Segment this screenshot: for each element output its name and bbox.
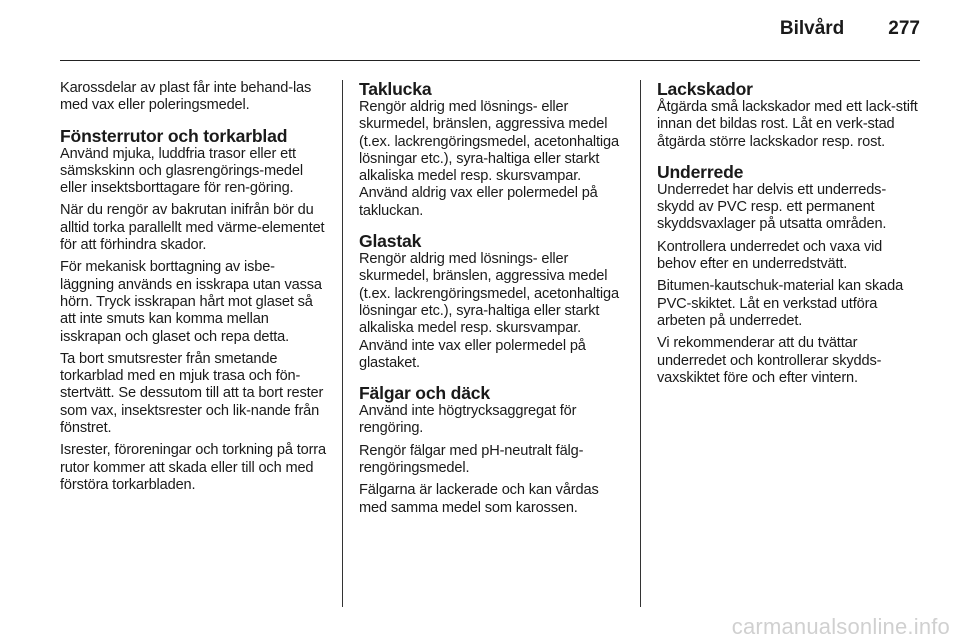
paragraph: Kontrollera underredet och vaxa vid behov efter en underredstvätt. [657,238,883,273]
section-heading: Fönsterrutor och torkarblad [60,125,288,146]
chapter-title: Bilvård [779,18,845,39]
paragraph: Åtgärda små lackskador med ett lack-stift innan det bildas rost. Låt en verk-stad åtgärda större lackskador resp. rost. [657,99,918,150]
column-divider-1 [342,80,343,607]
page-number: 277 [888,18,920,39]
paragraph: När du rengör av bakrutan inifrån bör du alltid torka parallellt med värme-elementet för att förhindra skador. [60,202,325,254]
section-intro [60,80,326,115]
text-column-1 [60,80,326,506]
section-sunroof [359,80,625,220]
paragraph: Använd inte högtrycksaggregat för rengöring. [359,403,577,437]
paragraph: Karossdelar av plast får inte behand-las med vax eller poleringsmedel. [60,80,312,114]
text-column-2 [359,80,625,529]
watermark-text: carmanualsonline.info [731,614,950,639]
paragraph: Rengör aldrig med lösnings- eller skurmedel, bränslen, aggressiva medel (t.ex. lackrengöringsmedel, acetonhaltiga lösningar etc.), syra-haltiga eller starkt alkaliska medel resp. skursvampar. Använd inte vax eller polermedel på glastaket. [359,251,619,371]
section-paint-damage [657,80,923,151]
section-heading: Fälgar och däck [359,383,490,404]
section-heading: Lackskador [657,79,753,99]
header-rule [60,60,920,61]
section-wheels-tyres [359,384,625,517]
section-underbody [657,163,923,387]
paragraph: Rengör fälgar med pH-neutralt fälg-rengöringsmedel. [359,442,584,477]
section-glass-roof [359,232,625,372]
paragraph: Använd mjuka, luddfria trasor eller ett sämskskinn och glasrengörings-medel eller insektsborttagare för ren-göring. [60,145,303,197]
section-heading: Taklucka [359,79,432,99]
paragraph: Underredet har delvis ett underreds-skydd av PVC resp. ett permanent skyddsvaxlager på utsatta områden. [657,181,887,233]
text-column-3 [657,80,923,399]
paragraph: Bitumen-kautschuk-material kan skada PVC-skiktet. Låt en verkstad utföra arbeten på underredet. [657,278,904,329]
section-heading: Glastak [359,231,422,252]
page-header [780,18,920,40]
section-heading: Underrede [657,161,744,182]
column-divider-2 [640,80,641,607]
paragraph: Fälgarna är lackerade och kan vårdas med samma medel som karossen. [359,482,599,516]
paragraph: Isrester, föroreningar och torkning på torra rutor kommer att skada eller till och med förstöra torkarbladen. [60,442,326,493]
section-windows [60,127,326,495]
paragraph: Vi rekommenderar att du tvättar underredet och kontrollerar skydds-vaxskiktet före och efter vintern. [657,335,882,386]
paragraph: Rengör aldrig med lösnings- eller skurmedel, bränslen, aggressiva medel (t.ex. lackrengöringsmedel, acetonhaltiga lösningar etc.), syra-haltiga eller starkt alkaliska medel resp. skursvampar. Använd aldrig vax eller polermedel på takluckan. [359,99,619,219]
paragraph: För mekanisk borttagning av isbe-läggning används en isskrapa utan vassa hörn. Tryck isskrapan hårt mot glaset så att inte smuts kan komma mellan isskrapan och glaset och repa detta. [60,259,322,345]
paragraph: Ta bort smutsrester från smetande torkarblad med en mjuk trasa och fön-stertvätt. Se dessutom till att ta bort rester som vax, insektsrester och lik-nande från fönstret. [60,350,324,437]
